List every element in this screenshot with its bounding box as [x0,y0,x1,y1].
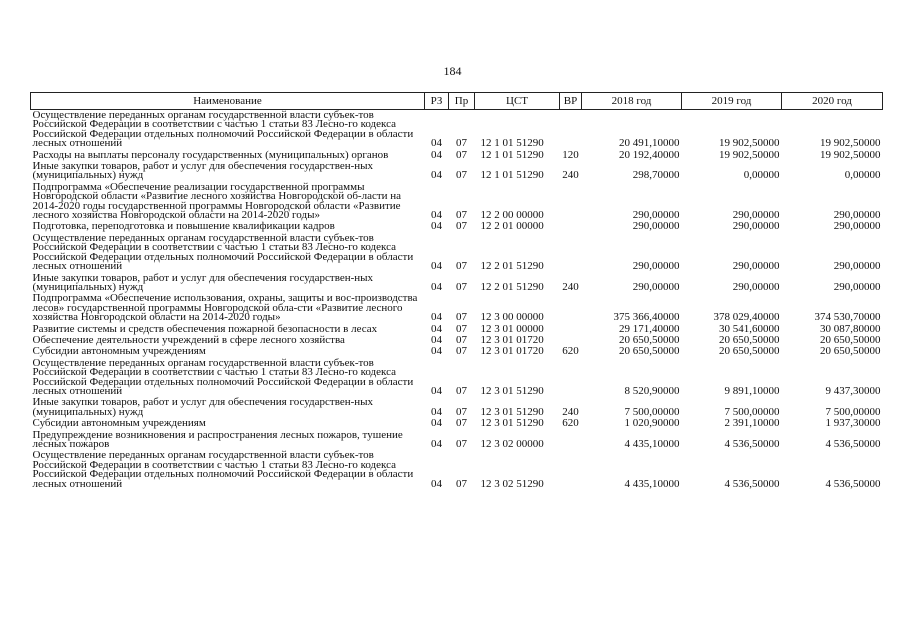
row-2018: 7 500,00000 [624,405,680,418]
row-cst: 12 3 01 51290 [480,405,544,418]
row-2019: 0,00000 [743,169,780,182]
row-cst: 12 2 00 00000 [480,209,544,222]
table-row [31,358,883,398]
header-cst: ЦСТ [475,93,560,110]
row-2020: 290,00000 [833,209,881,222]
row-cst: 12 3 00 00000 [480,311,544,324]
row-cst: 12 3 02 00000 [480,438,544,450]
row-cst: 12 3 01 01720 [480,333,544,346]
row-2018: 290,00000 [632,220,680,233]
row-2019: 20 650,50000 [719,333,780,346]
row-2020: 4 536,50000 [825,477,881,490]
row-2020: 4 536,50000 [825,438,881,450]
row-cst: 12 2 01 00000 [480,220,544,233]
header-name: Наименование [31,93,425,110]
row-2019: 290,00000 [732,209,780,222]
row-2019: 7 500,00000 [724,405,780,418]
row-2019: 19 902,50000 [719,148,780,161]
row-vr [560,221,582,232]
row-pr: 07 [456,148,467,161]
row-2020: 290,00000 [833,280,881,293]
row-2018: 298,70000 [632,169,680,182]
row-pr: 07 [456,260,467,273]
header-pr: Пр [449,93,475,110]
row-2020: 19 902,50000 [820,148,881,161]
row-vr [560,430,582,451]
row-2020: 290,00000 [833,260,881,273]
row-2019: 290,00000 [732,260,780,273]
header-2018: 2018 год [582,93,682,110]
header-vr: ВР [560,93,582,110]
row-2018: 20 192,40000 [619,148,680,161]
row-2020: 290,00000 [833,220,881,233]
row-cst: 12 1 01 51290 [480,148,544,161]
row-vr [560,233,582,273]
row-2018: 290,00000 [632,209,680,222]
row-cst: 12 3 01 01720 [480,345,544,358]
row-2019: 19 902,50000 [719,137,780,150]
row-pr: 07 [456,220,467,233]
row-rz: 04 [431,405,442,418]
row-pr: 07 [456,322,467,335]
row-2019: 290,00000 [732,280,780,293]
table-row [31,450,883,490]
row-vr [560,182,582,222]
row-2019: 9 891,10000 [724,384,780,397]
table-row [31,233,883,273]
row-name: Осуществление переданных органам государственной власти субъек-тов Российской Федерации в соответствии с частью 1 статьи 83 Лесно-го кодекса Российской Федерации отдельных полномочий Российской Федерации в области лесных отношений [32,109,414,150]
row-name: Подготовка, переподготовка и повышение квалификации кадров [32,220,335,233]
row-2018: 4 435,10000 [624,477,680,490]
row-rz: 04 [431,209,442,222]
row-name: Иные закупки товаров, работ и услуг для обеспечения государствен-ных (муниципальных) нужд [32,160,374,182]
row-2020: 20 650,50000 [820,333,881,346]
row-rz: 04 [431,417,442,430]
row-2020: 19 902,50000 [820,137,881,150]
page-number: 184 [443,64,462,78]
row-vr: 240 [562,169,579,182]
row-2019: 290,00000 [732,220,780,233]
row-pr: 07 [456,384,467,397]
row-name: Расходы на выплаты персоналу государственных (муниципальных) органов [32,148,389,161]
row-cst: 12 1 01 51290 [480,137,544,150]
row-name: Осуществление переданных органам государственной власти субъек-тов Российской Федерации в соответствии с частью 1 статьи 83 Лесно-го кодекса Российской Федерации отдельных полномочий Российской Федерации в области лесных отношений [32,356,414,397]
row-vr [560,358,582,398]
row-name: Развитие системы и средств обеспечения пожарной безопасности в лесах [32,322,378,335]
row-vr [560,293,582,323]
row-pr: 07 [456,417,467,430]
table-body [31,110,883,491]
row-rz: 04 [431,148,442,161]
row-2020: 0,00000 [844,169,881,182]
row-2018: 29 171,40000 [619,322,680,335]
row-rz: 04 [431,260,442,273]
row-2020: 9 437,30000 [825,384,881,397]
row-2018: 375 366,40000 [613,311,680,324]
row-cst: 12 2 01 51290 [480,280,544,293]
row-name: Иные закупки товаров, работ и услуг для обеспечения государствен-ных (муниципальных) нужд [32,396,374,418]
row-name: Подпрограмма «Обеспечение использования, охраны, защиты и вос-производства лесов» государственной программы Новгородской обла-сти «Развитие лесного хозяйства Новгородской области на 2014-2020 годы» [32,292,418,324]
row-pr: 07 [456,280,467,293]
row-rz: 04 [431,220,442,233]
row-cst: 12 3 01 51290 [480,384,544,397]
row-name: Иные закупки товаров, работ и услуг для обеспечения государствен-ных (муниципальных) нужд [32,271,374,293]
table-row [31,161,883,182]
table-row [31,430,883,451]
row-2018: 290,00000 [632,260,680,273]
table-row [31,273,883,294]
row-pr: 07 [456,311,467,324]
row-pr: 07 [456,405,467,418]
row-2018: 290,00000 [632,280,680,293]
row-name: Субсидии автономным учреждениям [32,345,206,358]
row-2020: 1 937,30000 [825,417,881,430]
row-vr [560,110,582,150]
row-rz: 04 [431,438,442,450]
row-rz: 04 [431,311,442,324]
row-2018: 4 435,10000 [624,438,680,450]
row-cst: 12 2 01 51290 [480,260,544,273]
row-2020: 30 087,80000 [820,322,881,335]
header-2020: 2020 год [782,93,883,110]
row-2019: 2 391,10000 [724,417,780,430]
row-cst: 12 3 02 51290 [480,477,544,490]
budget-table [30,92,882,490]
row-2018: 20 650,50000 [619,345,680,358]
row-pr: 07 [456,345,467,358]
row-2018: 8 520,90000 [624,384,680,397]
row-2019: 20 650,50000 [719,345,780,358]
table-row [31,418,883,429]
row-pr: 07 [456,333,467,346]
table-header-row [31,93,883,110]
row-vr: 620 [562,345,579,358]
row-name: Подпрограмма «Обеспечение реализации государственной программы Новгородской области «Развитие лесного хозяйства Новгородской об-ласти на 2014-2020 годы государственной программы Новгородской области «Развитие лесного хозяйства Новгородской области на 2014-2020 годы» [32,180,402,222]
row-pr: 07 [456,438,467,450]
row-name: Предупреждение возникновения и распространения лесных пожаров, тушение лесных пожаров [32,428,403,450]
row-2018: 20 650,50000 [619,333,680,346]
row-name: Субсидии автономным учреждениям [32,417,206,430]
row-name: Осуществление переданных органам государственной власти субъек-тов Российской Федерации в соответствии с частью 1 статьи 83 Лесно-го кодекса Российской Федерации отдельных полномочий Российской Федерации в области лесных отношений [32,231,414,273]
table-row [31,397,883,418]
header-rz: РЗ [425,93,449,110]
table-row [31,182,883,222]
row-2020: 20 650,50000 [820,345,881,358]
row-vr [560,450,582,490]
row-pr: 07 [456,169,467,182]
row-vr: 240 [562,280,579,293]
row-rz: 04 [431,333,442,346]
row-pr: 07 [456,137,467,150]
row-cst: 12 3 01 51290 [480,417,544,430]
row-cst: 12 3 01 00000 [480,322,544,335]
table-row [31,110,883,150]
row-2019: 30 541,60000 [719,322,780,335]
row-vr: 620 [562,417,579,430]
row-2019: 4 536,50000 [724,438,780,450]
row-2018: 1 020,90000 [624,417,680,430]
row-pr: 07 [456,209,467,222]
row-vr: 120 [562,148,579,161]
row-vr [560,324,582,335]
row-2020: 374 530,70000 [814,311,881,324]
row-rz: 04 [431,384,442,397]
table-row [31,293,883,323]
row-name: Обеспечение деятельности учреждений в сфере лесного хозяйства [32,333,345,346]
row-pr: 07 [456,477,467,490]
row-rz: 04 [431,169,442,182]
row-rz: 04 [431,137,442,150]
row-rz: 04 [431,345,442,358]
row-rz: 04 [431,280,442,293]
row-rz: 04 [431,322,442,335]
row-cst: 12 1 01 51290 [480,169,544,182]
row-2019: 378 029,40000 [713,311,780,324]
row-vr: 240 [562,405,579,418]
header-2019: 2019 год [682,93,782,110]
row-2018: 20 491,10000 [619,137,680,150]
row-rz: 04 [431,477,442,490]
row-2020: 7 500,00000 [825,405,881,418]
row-2019: 4 536,50000 [724,477,780,490]
budget-table-grid [30,92,883,490]
row-name: Осуществление переданных органам государственной власти субъек-тов Российской Федерации в соответствии с частью 1 статьи 83 Лесно-го кодекса Российской Федерации отдельных полномочий Российской Федерации в области лесных отношений [32,449,414,490]
